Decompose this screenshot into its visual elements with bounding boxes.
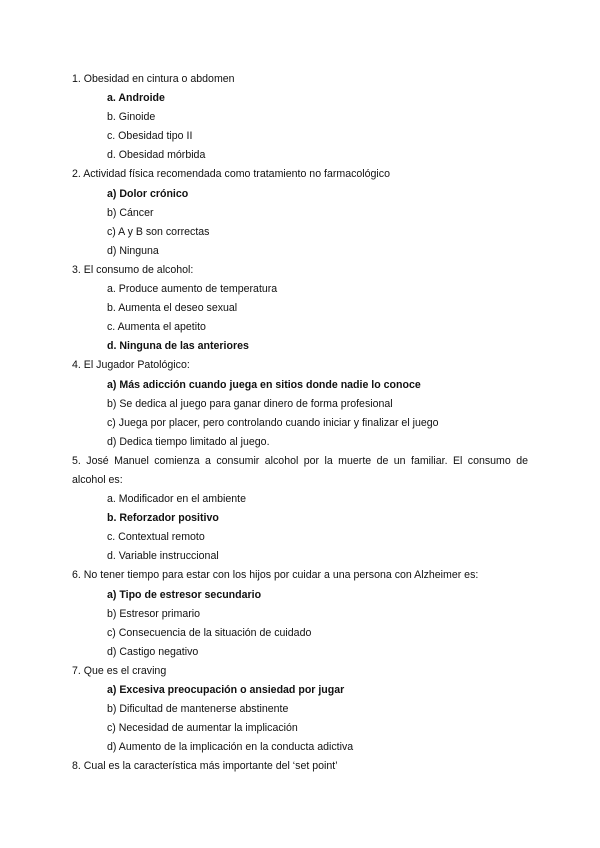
q2-option-a: a) Dolor crónico xyxy=(107,187,189,200)
q6-option-d: d) Castigo negativo xyxy=(107,645,199,658)
q3-option-d: d. Ninguna de las anteriores xyxy=(107,340,249,353)
question-1: 1. Obesidad en cintura o abdomen xyxy=(72,73,235,85)
q2-option-c: c) A y B son correctas xyxy=(107,225,210,238)
q6-option-c: c) Consecuencia de la situación de cuidado xyxy=(107,626,312,639)
q4-option-b: b) Se dedica al juego para ganar dinero de forma profesional xyxy=(107,397,393,410)
question-3: 3. El consumo de alcohol: xyxy=(72,263,194,276)
q1-option-c: c. Obesidad tipo II xyxy=(107,130,193,143)
q1-option-d: d. Obesidad mórbida xyxy=(107,149,206,162)
q6-option-a: a) Tipo de estresor secundario xyxy=(107,588,262,601)
q4-option-c: c) Juega por placer, pero controlando cuando iniciar y finalizar el juego xyxy=(107,416,439,429)
q2-option-b: b) Cáncer xyxy=(107,206,154,219)
q7-option-c: c) Necesidad de aumentar la implicación xyxy=(107,722,298,735)
question-8: 8. Cual es la característica más importante del ‘set point’ xyxy=(72,760,338,773)
q5-option-d: d. Variable instruccional xyxy=(107,550,219,563)
q3-option-c: c. Aumenta el apetito xyxy=(107,321,206,334)
question-4: 4. El Jugador Patológico: xyxy=(72,359,190,372)
question-6: 6. No tener tiempo para estar con los hijos por cuidar a una persona con Alzheimer es: xyxy=(72,569,479,582)
q3-option-a: a. Produce aumento de temperatura xyxy=(107,283,278,296)
q6-option-b: b) Estresor primario xyxy=(107,607,201,620)
q5-option-c: c. Contextual remoto xyxy=(107,531,205,544)
q5-option-a: a. Modificador en el ambiente xyxy=(107,493,246,506)
question-5-line-2: alcohol es: xyxy=(72,473,123,486)
q7-option-b: b) Dificultad de mantenerse abstinente xyxy=(107,703,289,716)
q2-option-d: d) Ninguna xyxy=(107,244,159,257)
question-5-line-1: 5. José Manuel comienza a consumir alcohol por la muerte de un familiar. El consumo de xyxy=(72,454,528,467)
q5-option-b: b. Reforzador positivo xyxy=(107,512,219,525)
q1-option-a: a. Androide xyxy=(107,92,165,105)
q4-option-a: a) Más adicción cuando juega en sitios donde nadie lo conoce xyxy=(107,378,421,391)
q7-option-d: d) Aumento de la implicación en la conducta adictiva xyxy=(107,741,354,754)
q3-option-b: b. Aumenta el deseo sexual xyxy=(107,302,238,315)
q1-option-b: b. Ginoide xyxy=(107,111,156,124)
q4-option-d: d) Dedica tiempo limitado al juego. xyxy=(107,435,270,448)
q7-option-a: a) Excesiva preocupación o ansiedad por jugar xyxy=(107,684,345,696)
question-2: 2. Actividad física recomendada como tratamiento no farmacológico xyxy=(72,168,390,181)
question-7: 7. Que es el craving xyxy=(72,664,167,677)
